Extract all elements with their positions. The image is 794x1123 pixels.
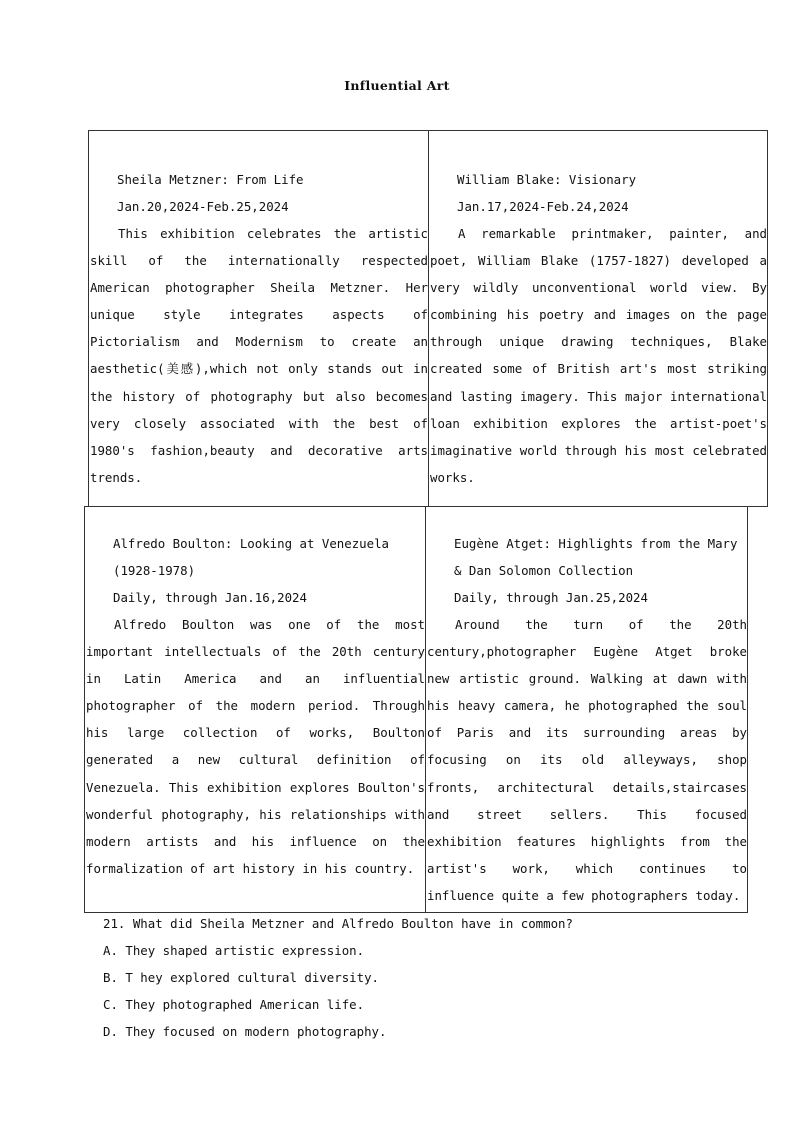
question-block bbox=[103, 910, 573, 1045]
exhibition-description: Around the turn of the 20th century,photographer Eugène Atget broke new artistic ground. Walking at dawn with his heavy camera, he photographed the soul of Paris and its surrounding areas by focusing on its old alleyways, shop fronts, architectural details,staircases and street sellers. This focused exhibition features highlights from the artist's work, which continues to influence quite a few photographers today. bbox=[427, 617, 747, 903]
option-a: A. They shaped artistic expression. bbox=[103, 943, 365, 958]
exhibition-cell-blake bbox=[428, 130, 768, 507]
exhibition-title: William Blake: Visionary bbox=[457, 172, 637, 187]
exhibition-dates: Daily, through Jan.25,2024 bbox=[454, 590, 648, 605]
exhibition-title-cont: (1928-1978) bbox=[113, 563, 196, 578]
exhibition-cell-atget bbox=[425, 506, 748, 913]
exhibition-cell-boulton bbox=[84, 506, 426, 913]
exhibition-description: A remarkable printmaker, painter, and poet, William Blake (1757-1827) developed a very wildly unconventional world view. By combining his poetry and images on the page through unique drawing techniques, Blake created some of British art's most striking and lasting imagery. This major international loan exhibition explores the artist-poet's imaginative world through his most celebrated works. bbox=[430, 226, 767, 485]
exhibition-dates: Jan.17,2024-Feb.24,2024 bbox=[457, 199, 629, 214]
page-title: Influential Art bbox=[344, 78, 450, 93]
exhibition-description: This exhibition celebrates the artistic skill of the internationally respected American photographer Sheila Metzner. Her unique style integrates aspects of Pictorialism and Modernism to create an aesthetic(美感),which not only stands out in the history of photography but also becomes very closely associated with the best of 1980's fashion,beauty and decorative arts trends. bbox=[90, 226, 428, 485]
question-stem: 21. What did Sheila Metzner and Alfredo Boulton have in common? bbox=[103, 916, 573, 931]
option-d: D. They focused on modern photography. bbox=[103, 1024, 387, 1039]
option-b: B. T hey explored cultural diversity. bbox=[103, 970, 380, 985]
exhibition-cell-metzner bbox=[88, 130, 429, 507]
exhibition-dates: Jan.20,2024-Feb.25,2024 bbox=[117, 199, 289, 214]
exhibition-description: Alfredo Boulton was one of the most important intellectuals of the 20th century in Latin America and an influential photographer of the modern period. Through his large collection of works, Boulton generated a new cultural definition of Venezuela. This exhibition explores Boulton's wonderful photography, his relationships with modern artists and his influence on the formalization of art history in his country. bbox=[86, 617, 425, 876]
exhibition-dates: Daily, through Jan.16,2024 bbox=[113, 590, 307, 605]
exhibition-title-cont: & Dan Solomon Collection bbox=[454, 563, 634, 578]
exhibition-title: Eugène Atget: Highlights from the Mary bbox=[454, 536, 738, 551]
exhibition-title: Sheila Metzner: From Life bbox=[117, 172, 304, 187]
exhibition-title: Alfredo Boulton: Looking at Venezuela bbox=[113, 536, 390, 551]
option-c: C. They photographed American life. bbox=[103, 997, 365, 1012]
